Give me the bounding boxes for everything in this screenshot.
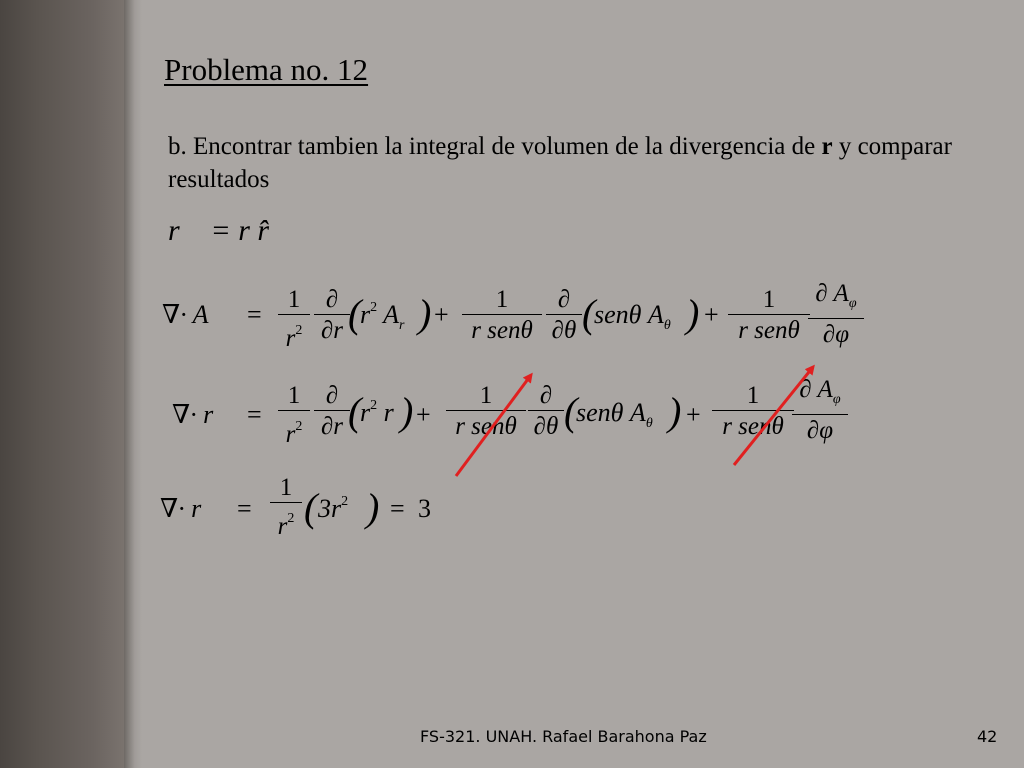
eq2-lhs: ∇· A⃗ [162,300,229,329]
red-arrow-left [456,375,531,476]
page-number: 42 [977,727,998,746]
eq2-sen-Atheta: senθ $A_\theta$ [594,300,671,333]
eq2-plus-1: + [434,300,449,329]
eq3-frac-dAphi-dphi: ∂ $A_\varphi$ ∂φ [792,376,848,447]
eq3-lhs: ∇· r⃗ [172,400,234,429]
eq3-paren-2: ) [400,389,414,434]
eq4-paren-2: ) [366,485,380,530]
eq2-r2-Ar: $r^2$ $A_r$ [360,300,405,333]
eq3-frac-1-rsen-2: 1 r senθ [712,382,794,443]
eq3-frac-1-rsen: 1 r senθ [446,382,526,443]
eq2-paren-2: ) [418,291,432,336]
eq3-frac-1-r2: 1 $r^2$ [278,382,310,451]
eq2-frac-1-rsen: 1 r senθ [462,286,542,347]
eq3-paren-4: ) [668,389,682,434]
eq3-plus-1: + [416,400,431,429]
eq2-paren-4: ) [686,291,700,336]
eq3-paren-1: ( [348,389,362,434]
footer-text: FS-321. UNAH. Rafael Barahona Paz [420,727,707,746]
eq4-paren-1: ( [304,485,318,530]
eq3-paren-3: ( [564,389,578,434]
eq4-frac-1-r2: 1 $r^2$ [270,474,302,543]
eq2-paren-3: ( [582,291,596,336]
eq2-frac-d-dr: ∂ ∂r [314,286,350,347]
eq3-r2-r: $r^2$ r [360,398,394,427]
eq3-plus-2: + [686,400,701,429]
eq2-paren-1: ( [348,291,362,336]
statement-text-1: b. Encontrar tambien la integral de volumen de la divergencia de [168,133,822,160]
eq2-frac-1-r2: 1 $r^2$ [278,286,310,355]
eq3-equals: = [247,400,262,429]
eq2-equals: = [247,300,262,329]
eq3-sen-Atheta: senθ $A_\theta$ [576,398,653,431]
eq3-frac-d-dtheta: ∂ ∂θ [528,382,564,443]
eq2-frac-d-dtheta: ∂ ∂θ [546,286,582,347]
slide-title: Problema no. 12 [164,52,369,87]
statement-bold-r: r [821,133,833,160]
eq4-equals-1: = [237,494,252,523]
eq4-lhs: ∇· r⃗ [160,494,222,523]
statement-text-2: y comparar resultados [168,133,952,193]
eq2-plus-2: + [704,300,719,329]
eq3-frac-d-dr: ∂ ∂r [314,382,350,443]
eq2-frac-dAphi-dphi: ∂ $A_\varphi$ ∂φ [808,280,864,351]
eq4-3r2: $3r^2$ [318,494,349,523]
eq2-frac-1-rsen-2: 1 r senθ [728,286,810,347]
eq4-equals-2: = [390,494,405,523]
red-arrow-right [734,367,813,465]
equation-position-vector: r⃗ = r r̂ [168,214,270,247]
eq4-result-value: 3 [418,494,431,523]
